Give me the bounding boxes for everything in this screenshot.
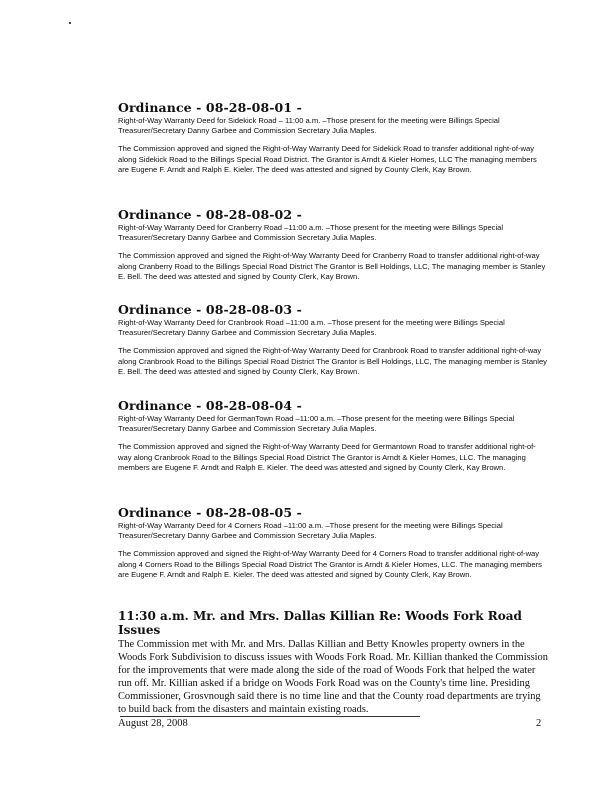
ordinance-subtitle: Right-of-Way Warranty Deed for Cranbrook Road –11:00 a.m. –Those present for the meeting were Billings Special Treasurer/Secretary Danny Garbee and Commission Secretary Julia Maples. <box>118 318 505 338</box>
ordinance-title: Ordinance - 08-28-08-01 - <box>118 100 302 115</box>
ordinance-body: The Commission approved and signed the Right-of-Way Warranty Deed for 4 Corners Road to transfer additional right-of-way along 4 Corners Road to the Billings Special Road District The Grantor is Arndt & Kieler Homes, LLC. The managing members are Eugene F. Arndt and Ralph E. Kieler. The deed was attested and signed by County Clerk, Kay Brown. <box>118 549 542 579</box>
ordinance-title: Ordinance - 08-28-08-04 - <box>118 398 302 413</box>
ordinance-body: The Commission approved and signed the Right-of-Way Warranty Deed for Germantown Road to transfer additional right-of-way along Cranbrook Road to the Billings Special Road District The Grantor is Arndt & Kieler Homes, LLC. The managing members are Eugene F. Arndt and Ralph E. Kieler. The deed was attested and signed by County Clerk, Kay Brown. <box>118 442 536 472</box>
meeting-body: The Commission met with Mr. and Mrs. Dallas Killian and Betty Knowles property owners in the Woods Fork Subdivision to discuss issues with Woods Fork Road. Mr. Killian thanked the Commission for the improvements that were made along the side of the road of Woods Fork that helped the water run off. Mr. Killian asked if a bridge on Woods Fork Road was on the County's time line. Presiding Commissioner, Grosvnough said there is no time line and that the County road departments are trying to build back from the disasters and maintain existing roads. <box>118 639 548 715</box>
ordinance-body: The Commission approved and signed the Right-of-Way Warranty Deed for Cranberry Road to transfer additional right-of-way along Cranberry Road to the Billings Special Road District The Grantor is Bell Holdings, LLC, The managing member is Stanley E. Bell. The deed was attested and signed by County Clerk, Kay Brown. <box>118 251 546 281</box>
footer-date: August 28, 2008 <box>118 718 188 729</box>
scan-speck <box>69 22 71 24</box>
ordinance-subtitle: Right-of-Way Warranty Deed for Cranberry Road –11:00 a.m. –Those present for the meeting were Billings Special Treasurer/Secretary Danny Garbee and Commission Secretary Julia Maples. <box>118 223 504 243</box>
ordinance-title: Ordinance - 08-28-08-02 - <box>118 207 302 222</box>
ordinance-section-4 <box>118 398 548 473</box>
ordinance-body: The Commission approved and signed the Right-of-Way Warranty Deed for Sidekick Road to transfer additional right-of-way along Sidekick Road to the Billings Special Road District. The Grantor is Arndt & Kieler Homes, LLC The managing members are Eugene F. Arndt and Ralph E. Kieler. The deed was attested and signed by County Clerk, Kay Brown. <box>118 144 537 174</box>
footer-rule <box>120 716 420 717</box>
ordinance-section-5 <box>118 505 548 580</box>
ordinance-title: Ordinance - 08-28-08-03 - <box>118 302 302 317</box>
ordinance-section-2 <box>118 207 548 282</box>
meeting-title: 11:30 a.m. Mr. and Mrs. Dallas Killian Re: Woods Fork Road Issues <box>118 609 522 637</box>
ordinance-subtitle: Right-of-Way Warranty Deed for 4 Corners Road –11:00 a.m. –Those present for the meeting were Billings Special Treasurer/Secretary Danny Garbee and Commission Secretary Julia Maples. <box>118 521 503 541</box>
ordinance-subtitle: Right-of-Way Warranty Deed for GermanTown Road –11:00 a.m. –Those present for the meeting were Billings Special Treasurer/Secretary Danny Garbee and Commission Secretary Julia Maples. <box>118 414 515 434</box>
page-number: 2 <box>536 718 542 729</box>
ordinance-section-3 <box>118 302 548 377</box>
ordinance-section-1 <box>118 100 548 175</box>
ordinance-subtitle: Right-of-Way Warranty Deed for Sidekick Road – 11:00 a.m. –Those present for the meeting were Billings Special Treasurer/Secretary Danny Garbee and Commission Secretary Julia Maples. <box>118 116 500 136</box>
ordinance-title: Ordinance - 08-28-08-05 - <box>118 505 302 520</box>
meeting-section <box>118 609 548 716</box>
ordinance-body: The Commission approved and signed the Right-of-Way Warranty Deed for Cranbrook Road to transfer additional right-of-way along Cranbrook Road to the Billings Special Road District The Grantor is Bell Holdings, LLC, The managing member is Stanley E. Bell. The deed was attested and signed by County Clerk, Kay Brown. <box>118 346 547 376</box>
